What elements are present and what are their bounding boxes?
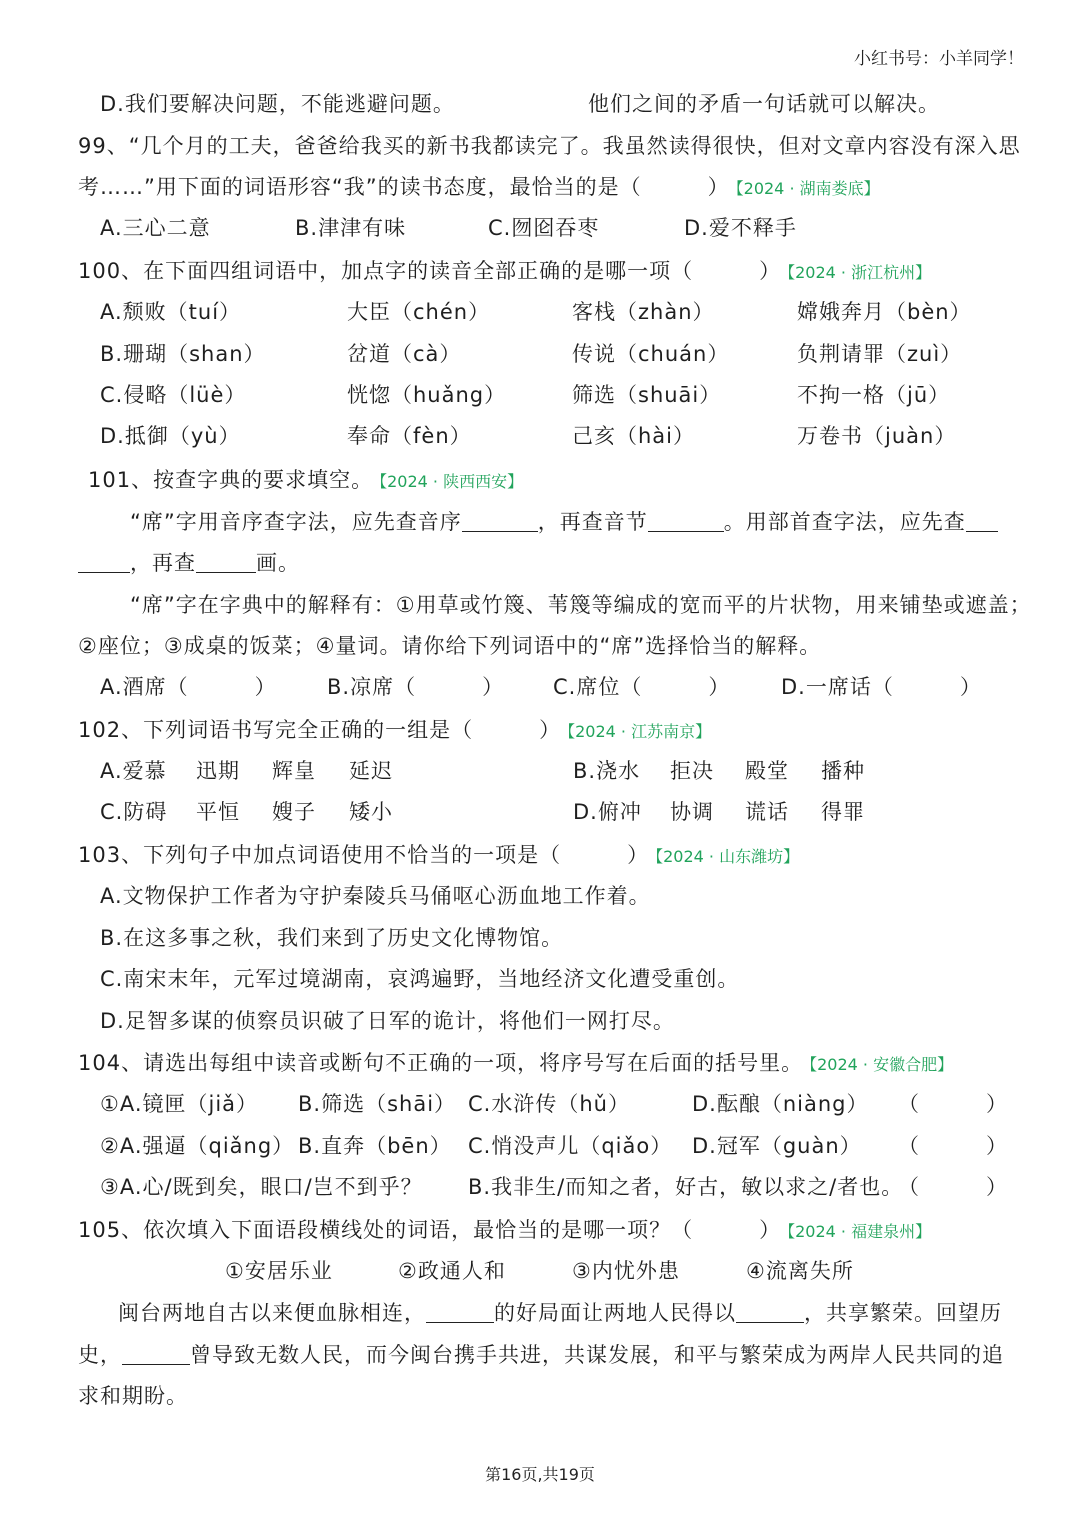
blank-yinjie[interactable] — [648, 509, 724, 532]
q102-b-2: 拒决 — [670, 759, 714, 783]
q102-b-3: 殿堂 — [745, 759, 789, 783]
q99-stem-line1: 99、“几个月的工夫，爸爸给我买的新书我都读完了。我虽然读得很快，但对文章内容没有深入思 — [78, 134, 1021, 158]
q105-stem: 105、依次填入下面语段横线处的词语，最恰当的是哪一项？（ ） 【2024 · 福建泉州】 — [78, 1218, 932, 1242]
q102-d-4: 得罪 — [821, 800, 865, 824]
watermark: 小红书号：小羊同学！ — [854, 49, 1024, 69]
q102-c-4: 矮小 — [349, 800, 393, 824]
q102-stem: 102、下列词语书写完全正确的一组是（ ） 【2024 · 江苏南京】 — [78, 718, 712, 742]
q102-c-3: 嫂子 — [272, 800, 316, 824]
q104-r2-b: B.直奔（bēn） — [298, 1134, 452, 1158]
q101-stem: 101、按查字典的要求填空。 【2024 · 陕西西安】 — [88, 468, 524, 492]
q100-source-tag: 【2024 · 浙江杭州】 — [787, 263, 932, 282]
q100-a-3: 客栈（zhàn） — [572, 300, 715, 324]
q102-b-4: 播种 — [821, 759, 865, 783]
option-d-line: D.我们要解决问题，不能逃避问题。 — [100, 92, 455, 116]
q101-para2: ，再查 画。 — [78, 548, 300, 578]
q101-option-d: D.一席话（ ） — [781, 675, 982, 699]
q104-r1-answer[interactable]: （ ） — [898, 1092, 1008, 1116]
q104-r1-d: D.酝酿（niàng） — [692, 1092, 869, 1116]
q105-option-4: ④流离失所 — [746, 1259, 854, 1283]
q104-r3-b: B.我非生/而知之者，好古，敏以求之/者也。 — [468, 1175, 904, 1199]
q101-option-b: B.凉席（ ） — [327, 675, 505, 699]
q104-r3-answer[interactable]: （ ） — [898, 1175, 1008, 1199]
q103-source-tag: 【2024 · 山东潍坊】 — [655, 847, 800, 866]
q105-blank-2[interactable] — [736, 1300, 804, 1323]
q100-b-4: 负荆请罪（zuì） — [797, 342, 963, 366]
q104-r1-c: C.水浒传（hǔ） — [468, 1092, 630, 1116]
q100-d-2: 奉命（fèn） — [347, 424, 472, 448]
q99-stem-line2: 考……”用下面的词语形容“我”的读书态度，最恰当的是（ ） 【2024 · 湖南娄底】 — [78, 175, 880, 199]
q105-option-1: ①安居乐业 — [225, 1259, 333, 1283]
blank-bushou-a[interactable] — [966, 509, 998, 532]
q99-option-a: A.三心二意 — [100, 216, 211, 240]
q102-d-1: D.俯冲 — [573, 800, 642, 824]
blank-yinxu[interactable] — [462, 509, 538, 532]
q102-b-1: B.浇水 — [573, 759, 641, 783]
q104-source-tag: 【2024 · 安徽合肥】 — [809, 1055, 954, 1074]
blank-bushou-b[interactable] — [78, 550, 130, 573]
q105-passage-line2: 史， 曾导致无数人民，而今闽台携手共进，共谋发展，和平与繁荣成为两岸人民共同的追 — [78, 1343, 1004, 1367]
q99-source-tag: 【2024 · 湖南娄底】 — [735, 179, 880, 198]
q101-para4: ②座位；③成桌的饭菜；④量词。请你给下列词语中的“席”选择恰当的解释。 — [78, 634, 822, 658]
q102-a-1: A.爱慕 — [100, 759, 167, 783]
q102-c-2: 平恒 — [196, 800, 240, 824]
q105-option-2: ②政通人和 — [398, 1259, 506, 1283]
q100-d-4: 万卷书（juàn） — [797, 424, 957, 448]
q100-d-3: 己亥（hài） — [572, 424, 696, 448]
q103-option-b: B.在这多事之秋，我们来到了历史文化博物馆。 — [100, 926, 564, 950]
q99-option-c: C.囫囵吞枣 — [488, 216, 600, 240]
page-footer: 第16页,共19页 — [485, 1465, 595, 1484]
q102-d-3: 谎话 — [745, 800, 789, 824]
blank-bihua[interactable] — [196, 550, 256, 573]
q101-para1: “席”字用音序查字法，应先查音序 ，再查音节 。用部首查字法，应先查 — [130, 507, 998, 537]
q104-r1-a: ①A.镜匣（jiǎ） — [100, 1092, 259, 1116]
q104-r2-d: D.冠军（guàn） — [692, 1134, 862, 1158]
q102-a-3: 辉皇 — [272, 759, 316, 783]
q103-stem: 103、下列句子中加点词语使用不恰当的一项是（ ） 【2024 · 山东潍坊】 — [78, 843, 800, 867]
q100-b-3: 传说（chuán） — [572, 342, 730, 366]
q105-source-tag: 【2024 · 福建泉州】 — [787, 1222, 932, 1241]
q102-d-2: 协调 — [670, 800, 714, 824]
q105-passage-line1: 闽台两地自古以来便血脉相连， 的好局面让两地人民得以 ，共享繁荣。回望历 — [118, 1301, 1002, 1325]
q104-r2-c: C.悄没声儿（qiǎo） — [468, 1134, 673, 1158]
q103-option-a: A.文物保护工作者为守护秦陵兵马俑呕心沥血地工作着。 — [100, 884, 651, 908]
q100-d-1: D.抵御（yù） — [100, 424, 241, 448]
q105-passage-line3: 求和期盼。 — [78, 1384, 188, 1408]
q102-source-tag: 【2024 · 江苏南京】 — [567, 722, 712, 741]
q101-para3: “席”字在字典中的解释有：①用草或竹篾、苇篾等编成的宽而平的片状物，用来铺垫或遮盖； — [130, 593, 1032, 617]
q100-a-4: 嫦娥奔月（bèn） — [797, 300, 972, 324]
q100-c-2: 恍惚（huǎng） — [347, 383, 507, 407]
q104-r1-b: B.筛选（shāi） — [298, 1092, 457, 1116]
q100-b-2: 岔道（cà） — [347, 342, 462, 366]
q101-option-c: C.席位（ ） — [553, 675, 731, 699]
q104-r2-a: ②A.强逼（qiǎng） — [100, 1134, 295, 1158]
q104-r3-a: ③A.心/既到矣，眼口/岂不到乎？ — [100, 1175, 423, 1199]
q99-option-d: D.爱不释手 — [684, 216, 797, 240]
option-d-continuation: 他们之间的矛盾一句话就可以解决。 — [588, 92, 940, 116]
q100-b-1: B.珊瑚（shan） — [100, 342, 266, 366]
q101-option-a: A.酒席（ ） — [100, 675, 277, 699]
q102-a-4: 延迟 — [349, 759, 393, 783]
q100-c-3: 筛选（shuāi） — [572, 383, 722, 407]
q99-option-b: B.津津有味 — [295, 216, 407, 240]
q105-blank-1[interactable] — [426, 1300, 494, 1323]
q102-a-2: 迅期 — [196, 759, 240, 783]
q101-source-tag: 【2024 · 陕西西安】 — [379, 472, 524, 491]
q105-blank-3[interactable] — [122, 1342, 190, 1365]
q100-a-2: 大臣（chén） — [347, 300, 491, 324]
q102-c-1: C.防碍 — [100, 800, 168, 824]
q104-r2-answer[interactable]: （ ） — [898, 1134, 1008, 1158]
q104-stem: 104、请选出每组中读音或断句不正确的一项，将序号写在后面的括号里。 【2024 · 安徽合肥】 — [78, 1051, 954, 1075]
q105-option-3: ③内忧外患 — [572, 1259, 680, 1283]
q100-a-1: A.颓败（tuí） — [100, 300, 242, 324]
q100-c-4: 不拘一格（jū） — [797, 383, 951, 407]
q103-option-d: D.足智多谋的侦察员识破了日军的诡计，将他们一网打尽。 — [100, 1009, 675, 1033]
q100-stem: 100、在下面四组词语中，加点字的读音全部正确的是哪一项（ ） 【2024 · 浙江杭州】 — [78, 259, 932, 283]
q100-c-1: C.侵略（lüè） — [100, 383, 247, 407]
q103-option-c: C.南宋末年，元军过境湖南，哀鸿遍野，当地经济文化遭受重创。 — [100, 967, 740, 991]
